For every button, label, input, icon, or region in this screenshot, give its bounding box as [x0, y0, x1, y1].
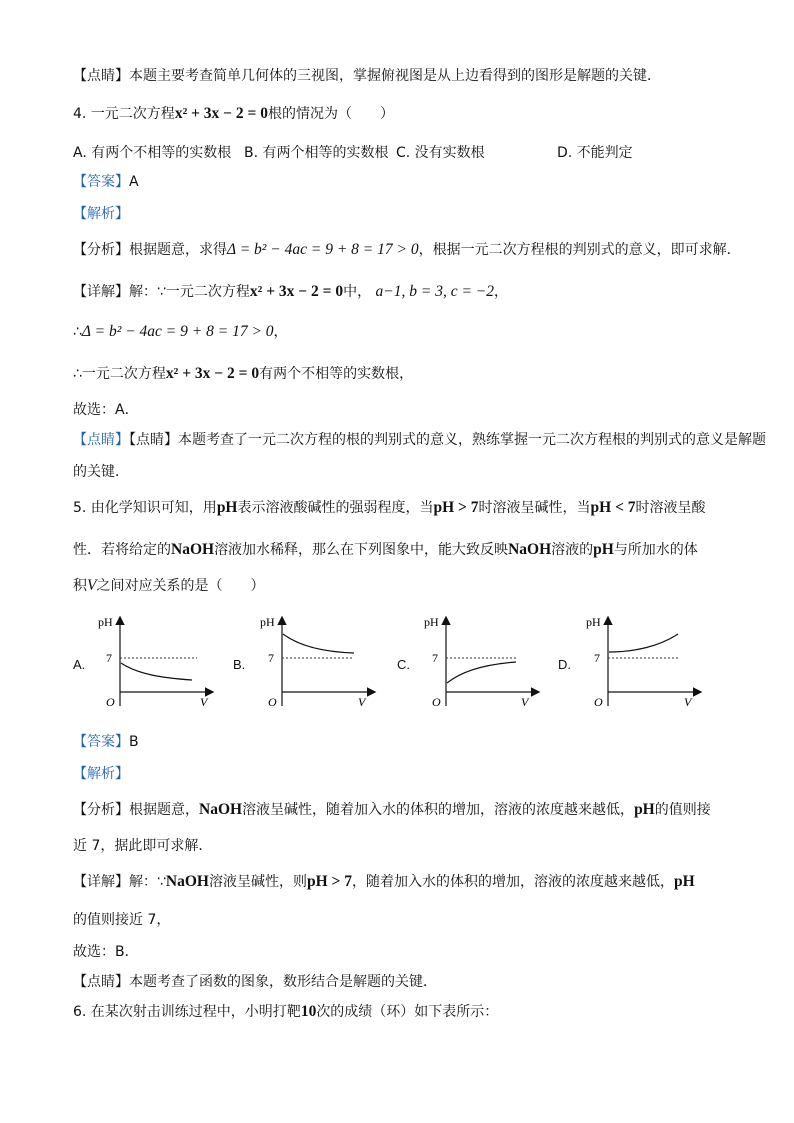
q4-answer: 【答案】A	[73, 174, 139, 190]
origin: O	[106, 695, 115, 709]
tick-7: 7	[106, 651, 112, 665]
origin: O	[594, 695, 603, 709]
q5-line1: 5. 由化学知识可知，用pH表示溶液酸碱性的强弱程度，当pH > 7时溶液呈碱性，当pH < 7时溶液呈酸	[73, 499, 706, 516]
question-4: 4. 一元二次方程x² + 3x − 2 = 0根的情况为（ ）	[73, 105, 394, 122]
q5-fenxi-cont: 近 7，据此即可求解．	[73, 838, 213, 854]
q4-dianjing-cont: 的关键．	[73, 464, 129, 480]
q5-answer: 【答案】B	[73, 734, 139, 750]
q5-analysis-label: 【解析】	[73, 766, 129, 782]
x-axis-label: V	[684, 695, 692, 709]
q4-conclusion: ∴一元二次方程x² + 3x − 2 = 0有两个不相等的实数根，	[73, 365, 414, 382]
q4-analysis-label: 【解析】	[73, 206, 129, 222]
graph-label-c: C.	[397, 657, 410, 672]
graph-a	[92, 612, 222, 712]
q4-therefore: ∴Δ = b² − 4ac = 9 + 8 = 17 > 0，	[73, 323, 288, 340]
tick-7: 7	[432, 651, 438, 665]
y-axis-label: pH	[98, 615, 113, 629]
q4-option-b: B. 有两个相等的实数根	[244, 145, 389, 161]
q5-line2: 性．若将给定的NaOH溶液加水稀释，那么在下列图象中，能大致反映NaOH溶液的pH与所加水的体	[73, 541, 698, 558]
q4-fenxi: 【分析】根据题意，求得Δ = b² − 4ac = 9 + 8 = 17 > 0，根据一元二次方程根的判别式的意义，即可求解．	[73, 241, 741, 258]
q4-dianjing: 【点睛】【点睛】本题考查了一元二次方程的根的判别式的意义，熟练掌握一元二次方程根的判别式的意义是解题	[73, 432, 766, 448]
q5-dianjing: 【点睛】本题考查了函数的图象，数形结合是解题的关键．	[73, 974, 437, 990]
y-axis-label: pH	[586, 615, 601, 629]
x-axis-label: V	[521, 695, 529, 709]
graph-b	[254, 612, 384, 712]
y-axis-label: pH	[424, 615, 439, 629]
x-axis-label: V	[200, 695, 208, 709]
x-axis-label: V	[358, 695, 366, 709]
q4-choose: 故选：A．	[73, 402, 139, 418]
dianjing-q3: 【点睛】本题主要考查简单几何体的三视图，掌握俯视图是从上边看得到的图形是解题的关键．	[73, 68, 661, 84]
tick-7: 7	[594, 651, 600, 665]
q5-xiangjie: 【详解】解：∵NaOH溶液呈碱性，则pH > 7，随着加入水的体积的增加，溶液的浓度越来越低，pH	[73, 873, 695, 890]
origin: O	[432, 695, 441, 709]
q4-option-d: D. 不能判定	[557, 145, 633, 161]
graph-label-b: B.	[233, 657, 246, 672]
q5-fenxi: 【分析】根据题意，NaOH溶液呈碱性，随着加入水的体积的增加，溶液的浓度越来越低，pH的值则接	[73, 801, 711, 818]
q4-option-c: C. 没有实数根	[396, 145, 485, 161]
q5-choose: 故选：B．	[73, 944, 139, 960]
origin: O	[268, 695, 277, 709]
graph-label-d: D.	[558, 657, 571, 672]
graph-label-a: A.	[73, 657, 86, 672]
q4-option-a: A. 有两个不相等的实数根	[73, 145, 232, 161]
graph-d	[580, 612, 710, 712]
tick-7: 7	[268, 651, 274, 665]
q4-xiangjie: 【详解】解：∵一元二次方程x² + 3x − 2 = 0中， a−1, b = 3, c = −2，	[73, 283, 508, 300]
y-axis-label: pH	[260, 615, 275, 629]
graph-c	[418, 612, 548, 712]
question-6: 6. 在某次射击训练过程中，小明打靶10次的成绩（环）如下表所示：	[73, 1003, 499, 1020]
q5-line3: 积V之间对应关系的是（ ）	[73, 577, 265, 594]
q5-xiangjie-cont: 的值则接近 7，	[73, 912, 171, 928]
